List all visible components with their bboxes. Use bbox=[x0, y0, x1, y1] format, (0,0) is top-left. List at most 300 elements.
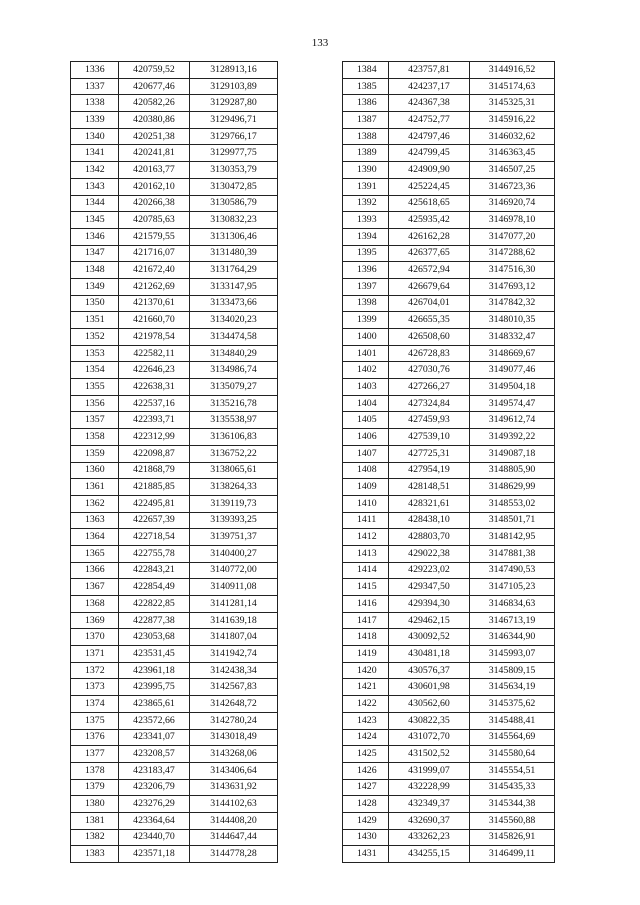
point-number-cell: 1389 bbox=[343, 145, 389, 162]
y-coordinate-cell: 3145325,31 bbox=[470, 95, 555, 112]
table-row bbox=[71, 379, 278, 396]
y-coordinate-cell: 3147881,38 bbox=[470, 545, 555, 562]
point-number-cell: 1390 bbox=[343, 162, 389, 179]
table-row bbox=[71, 829, 278, 846]
x-coordinate-cell: 428321,61 bbox=[389, 495, 470, 512]
table-row bbox=[343, 729, 555, 746]
point-number-cell: 1404 bbox=[343, 395, 389, 412]
x-coordinate-cell: 424367,38 bbox=[389, 95, 470, 112]
x-coordinate-cell: 422843,21 bbox=[119, 562, 190, 579]
point-number-cell: 1369 bbox=[71, 612, 119, 629]
point-number-cell: 1397 bbox=[343, 278, 389, 295]
point-number-cell: 1348 bbox=[71, 262, 119, 279]
point-number-cell: 1409 bbox=[343, 479, 389, 496]
y-coordinate-cell: 3144408,20 bbox=[190, 812, 278, 829]
point-number-cell: 1423 bbox=[343, 712, 389, 729]
y-coordinate-cell: 3130353,79 bbox=[190, 162, 278, 179]
table-row bbox=[71, 362, 278, 379]
table-row bbox=[343, 212, 555, 229]
y-coordinate-cell: 3131306,46 bbox=[190, 228, 278, 245]
table-row bbox=[71, 479, 278, 496]
table-row bbox=[343, 495, 555, 512]
x-coordinate-cell: 430576,37 bbox=[389, 662, 470, 679]
y-coordinate-cell: 3130832,23 bbox=[190, 212, 278, 229]
x-coordinate-cell: 429223,02 bbox=[389, 562, 470, 579]
point-number-cell: 1427 bbox=[343, 779, 389, 796]
x-coordinate-cell: 423364,64 bbox=[119, 812, 190, 829]
y-coordinate-cell: 3139751,37 bbox=[190, 529, 278, 546]
table-row bbox=[71, 529, 278, 546]
y-coordinate-cell: 3145174,63 bbox=[470, 78, 555, 95]
table-row bbox=[343, 162, 555, 179]
x-coordinate-cell: 426679,64 bbox=[389, 278, 470, 295]
x-coordinate-cell: 423572,66 bbox=[119, 712, 190, 729]
y-coordinate-cell: 3129103,89 bbox=[190, 78, 278, 95]
table-row bbox=[343, 479, 555, 496]
y-coordinate-cell: 3139393,25 bbox=[190, 512, 278, 529]
x-coordinate-cell: 423053,68 bbox=[119, 629, 190, 646]
point-number-cell: 1412 bbox=[343, 529, 389, 546]
table-row bbox=[71, 662, 278, 679]
x-coordinate-cell: 422718,54 bbox=[119, 529, 190, 546]
x-coordinate-cell: 426704,01 bbox=[389, 295, 470, 312]
y-coordinate-cell: 3148805,90 bbox=[470, 462, 555, 479]
x-coordinate-cell: 432349,37 bbox=[389, 796, 470, 813]
point-number-cell: 1421 bbox=[343, 679, 389, 696]
table-row bbox=[343, 362, 555, 379]
point-number-cell: 1341 bbox=[71, 145, 119, 162]
y-coordinate-cell: 3143406,64 bbox=[190, 762, 278, 779]
x-coordinate-cell: 426572,94 bbox=[389, 262, 470, 279]
table-row bbox=[343, 696, 555, 713]
x-coordinate-cell: 422312,99 bbox=[119, 429, 190, 446]
point-number-cell: 1380 bbox=[71, 796, 119, 813]
x-coordinate-cell: 423183,47 bbox=[119, 762, 190, 779]
x-coordinate-cell: 423276,29 bbox=[119, 796, 190, 813]
x-coordinate-cell: 427954,19 bbox=[389, 462, 470, 479]
y-coordinate-cell: 3130586,79 bbox=[190, 195, 278, 212]
point-number-cell: 1382 bbox=[71, 829, 119, 846]
y-coordinate-cell: 3133147,95 bbox=[190, 278, 278, 295]
point-number-cell: 1361 bbox=[71, 479, 119, 496]
table-row bbox=[71, 729, 278, 746]
y-coordinate-cell: 3141942,74 bbox=[190, 646, 278, 663]
x-coordinate-cell: 429022,38 bbox=[389, 545, 470, 562]
x-coordinate-cell: 420251,38 bbox=[119, 128, 190, 145]
x-coordinate-cell: 422877,38 bbox=[119, 612, 190, 629]
point-number-cell: 1345 bbox=[71, 212, 119, 229]
point-number-cell: 1416 bbox=[343, 596, 389, 613]
x-coordinate-cell: 426377,65 bbox=[389, 245, 470, 262]
y-coordinate-cell: 3142567,83 bbox=[190, 679, 278, 696]
point-number-cell: 1371 bbox=[71, 646, 119, 663]
y-coordinate-cell: 3147288,62 bbox=[470, 245, 555, 262]
point-number-cell: 1338 bbox=[71, 95, 119, 112]
x-coordinate-cell: 428438,10 bbox=[389, 512, 470, 529]
point-number-cell: 1398 bbox=[343, 295, 389, 312]
table-row bbox=[343, 78, 555, 95]
table-row bbox=[71, 312, 278, 329]
table-row bbox=[343, 762, 555, 779]
point-number-cell: 1392 bbox=[343, 195, 389, 212]
table-row bbox=[71, 395, 278, 412]
x-coordinate-cell: 420380,86 bbox=[119, 112, 190, 129]
point-number-cell: 1362 bbox=[71, 495, 119, 512]
point-number-cell: 1410 bbox=[343, 495, 389, 512]
point-number-cell: 1401 bbox=[343, 345, 389, 362]
point-number-cell: 1400 bbox=[343, 329, 389, 346]
x-coordinate-cell: 421716,07 bbox=[119, 245, 190, 262]
y-coordinate-cell: 3145580,64 bbox=[470, 746, 555, 763]
y-coordinate-cell: 3149077,46 bbox=[470, 362, 555, 379]
point-number-cell: 1395 bbox=[343, 245, 389, 262]
point-number-cell: 1355 bbox=[71, 379, 119, 396]
point-number-cell: 1367 bbox=[71, 579, 119, 596]
x-coordinate-cell: 431999,07 bbox=[389, 762, 470, 779]
point-number-cell: 1375 bbox=[71, 712, 119, 729]
y-coordinate-cell: 3145809,15 bbox=[470, 662, 555, 679]
x-coordinate-cell: 426655,35 bbox=[389, 312, 470, 329]
table-row bbox=[71, 629, 278, 646]
point-number-cell: 1374 bbox=[71, 696, 119, 713]
y-coordinate-cell: 3131480,39 bbox=[190, 245, 278, 262]
table-row bbox=[71, 646, 278, 663]
table-row bbox=[71, 545, 278, 562]
y-coordinate-cell: 3145560,88 bbox=[470, 812, 555, 829]
table-row bbox=[343, 529, 555, 546]
y-coordinate-cell: 3140911,08 bbox=[190, 579, 278, 596]
table-row bbox=[71, 212, 278, 229]
y-coordinate-cell: 3144778,28 bbox=[190, 846, 278, 863]
x-coordinate-cell: 430601,98 bbox=[389, 679, 470, 696]
point-number-cell: 1352 bbox=[71, 329, 119, 346]
x-coordinate-cell: 426728,83 bbox=[389, 345, 470, 362]
table-row bbox=[71, 445, 278, 462]
x-coordinate-cell: 431502,52 bbox=[389, 746, 470, 763]
point-number-cell: 1424 bbox=[343, 729, 389, 746]
table-row bbox=[343, 228, 555, 245]
x-coordinate-cell: 427030,76 bbox=[389, 362, 470, 379]
table-row bbox=[71, 812, 278, 829]
table-row bbox=[343, 846, 555, 863]
point-number-cell: 1386 bbox=[343, 95, 389, 112]
table-row bbox=[343, 295, 555, 312]
table-row bbox=[343, 746, 555, 763]
table-row bbox=[71, 512, 278, 529]
y-coordinate-cell: 3145634,19 bbox=[470, 679, 555, 696]
y-coordinate-cell: 3149574,47 bbox=[470, 395, 555, 412]
table-row bbox=[71, 162, 278, 179]
x-coordinate-cell: 432690,37 bbox=[389, 812, 470, 829]
y-coordinate-cell: 3148629,99 bbox=[470, 479, 555, 496]
table-row bbox=[71, 779, 278, 796]
y-coordinate-cell: 3143018,49 bbox=[190, 729, 278, 746]
x-coordinate-cell: 421579,55 bbox=[119, 228, 190, 245]
y-coordinate-cell: 3145916,22 bbox=[470, 112, 555, 129]
point-number-cell: 1383 bbox=[71, 846, 119, 863]
point-number-cell: 1422 bbox=[343, 696, 389, 713]
coordinates-table-right bbox=[342, 61, 555, 863]
y-coordinate-cell: 3129766,17 bbox=[190, 128, 278, 145]
x-coordinate-cell: 420162,10 bbox=[119, 178, 190, 195]
x-coordinate-cell: 430481,18 bbox=[389, 646, 470, 663]
y-coordinate-cell: 3142648,72 bbox=[190, 696, 278, 713]
y-coordinate-cell: 3147077,20 bbox=[470, 228, 555, 245]
table-row bbox=[71, 329, 278, 346]
y-coordinate-cell: 3139119,73 bbox=[190, 495, 278, 512]
y-coordinate-cell: 3149504,18 bbox=[470, 379, 555, 396]
x-coordinate-cell: 421262,69 bbox=[119, 278, 190, 295]
table-row bbox=[343, 312, 555, 329]
x-coordinate-cell: 421672,40 bbox=[119, 262, 190, 279]
table-row bbox=[343, 395, 555, 412]
y-coordinate-cell: 3136106,83 bbox=[190, 429, 278, 446]
point-number-cell: 1337 bbox=[71, 78, 119, 95]
x-coordinate-cell: 420582,26 bbox=[119, 95, 190, 112]
coordinates-table-left bbox=[70, 61, 278, 863]
point-number-cell: 1376 bbox=[71, 729, 119, 746]
y-coordinate-cell: 3148501,71 bbox=[470, 512, 555, 529]
table-row bbox=[71, 846, 278, 863]
table-row bbox=[343, 562, 555, 579]
table-row bbox=[343, 145, 555, 162]
x-coordinate-cell: 422657,39 bbox=[119, 512, 190, 529]
point-number-cell: 1428 bbox=[343, 796, 389, 813]
x-coordinate-cell: 422854,49 bbox=[119, 579, 190, 596]
y-coordinate-cell: 3131764,29 bbox=[190, 262, 278, 279]
point-number-cell: 1413 bbox=[343, 545, 389, 562]
x-coordinate-cell: 420241,81 bbox=[119, 145, 190, 162]
y-coordinate-cell: 3143631,92 bbox=[190, 779, 278, 796]
x-coordinate-cell: 420163,77 bbox=[119, 162, 190, 179]
table-row bbox=[71, 145, 278, 162]
x-coordinate-cell: 423208,57 bbox=[119, 746, 190, 763]
point-number-cell: 1396 bbox=[343, 262, 389, 279]
x-coordinate-cell: 421885,85 bbox=[119, 479, 190, 496]
point-number-cell: 1353 bbox=[71, 345, 119, 362]
table-row bbox=[343, 379, 555, 396]
x-coordinate-cell: 422098,87 bbox=[119, 445, 190, 462]
x-coordinate-cell: 426508,60 bbox=[389, 329, 470, 346]
point-number-cell: 1349 bbox=[71, 278, 119, 295]
table-row bbox=[343, 429, 555, 446]
x-coordinate-cell: 423865,61 bbox=[119, 696, 190, 713]
y-coordinate-cell: 3145488,41 bbox=[470, 712, 555, 729]
table-row bbox=[71, 95, 278, 112]
point-number-cell: 1430 bbox=[343, 829, 389, 846]
y-coordinate-cell: 3128913,16 bbox=[190, 62, 278, 79]
table-row bbox=[343, 596, 555, 613]
table-row bbox=[343, 412, 555, 429]
page-number: 133 bbox=[311, 37, 329, 49]
y-coordinate-cell: 3129287,80 bbox=[190, 95, 278, 112]
table-row bbox=[343, 95, 555, 112]
y-coordinate-cell: 3140772,00 bbox=[190, 562, 278, 579]
table-row bbox=[343, 662, 555, 679]
table-row bbox=[71, 412, 278, 429]
point-number-cell: 1408 bbox=[343, 462, 389, 479]
y-coordinate-cell: 3148142,95 bbox=[470, 529, 555, 546]
table-row bbox=[343, 178, 555, 195]
table-row bbox=[343, 796, 555, 813]
x-coordinate-cell: 432228,99 bbox=[389, 779, 470, 796]
y-coordinate-cell: 3134020,23 bbox=[190, 312, 278, 329]
x-coordinate-cell: 423341,07 bbox=[119, 729, 190, 746]
table-row bbox=[343, 278, 555, 295]
table-row bbox=[343, 62, 555, 79]
y-coordinate-cell: 3130472,85 bbox=[190, 178, 278, 195]
table-row bbox=[71, 762, 278, 779]
point-number-cell: 1354 bbox=[71, 362, 119, 379]
point-number-cell: 1357 bbox=[71, 412, 119, 429]
y-coordinate-cell: 3144916,52 bbox=[470, 62, 555, 79]
point-number-cell: 1384 bbox=[343, 62, 389, 79]
x-coordinate-cell: 430092,52 bbox=[389, 629, 470, 646]
table-row bbox=[71, 679, 278, 696]
y-coordinate-cell: 3134986,74 bbox=[190, 362, 278, 379]
point-number-cell: 1406 bbox=[343, 429, 389, 446]
y-coordinate-cell: 3135216,78 bbox=[190, 395, 278, 412]
point-number-cell: 1360 bbox=[71, 462, 119, 479]
x-coordinate-cell: 421370,61 bbox=[119, 295, 190, 312]
table-row bbox=[71, 278, 278, 295]
y-coordinate-cell: 3135079,27 bbox=[190, 379, 278, 396]
point-number-cell: 1372 bbox=[71, 662, 119, 679]
x-coordinate-cell: 425935,42 bbox=[389, 212, 470, 229]
point-number-cell: 1378 bbox=[71, 762, 119, 779]
point-number-cell: 1344 bbox=[71, 195, 119, 212]
table-row bbox=[71, 796, 278, 813]
point-number-cell: 1420 bbox=[343, 662, 389, 679]
x-coordinate-cell: 429462,15 bbox=[389, 612, 470, 629]
x-coordinate-cell: 422638,31 bbox=[119, 379, 190, 396]
point-number-cell: 1356 bbox=[71, 395, 119, 412]
table-row bbox=[71, 78, 278, 95]
y-coordinate-cell: 3143268,06 bbox=[190, 746, 278, 763]
table-row bbox=[343, 545, 555, 562]
y-coordinate-cell: 3146507,25 bbox=[470, 162, 555, 179]
x-coordinate-cell: 421868,79 bbox=[119, 462, 190, 479]
point-number-cell: 1346 bbox=[71, 228, 119, 245]
x-coordinate-cell: 425224,45 bbox=[389, 178, 470, 195]
y-coordinate-cell: 3148553,02 bbox=[470, 495, 555, 512]
point-number-cell: 1368 bbox=[71, 596, 119, 613]
x-coordinate-cell: 429347,50 bbox=[389, 579, 470, 596]
x-coordinate-cell: 422646,23 bbox=[119, 362, 190, 379]
table-row bbox=[343, 679, 555, 696]
x-coordinate-cell: 422393,71 bbox=[119, 412, 190, 429]
table-row bbox=[71, 345, 278, 362]
x-coordinate-cell: 420759,52 bbox=[119, 62, 190, 79]
table-row bbox=[71, 195, 278, 212]
x-coordinate-cell: 424237,17 bbox=[389, 78, 470, 95]
y-coordinate-cell: 3141807,04 bbox=[190, 629, 278, 646]
point-number-cell: 1347 bbox=[71, 245, 119, 262]
x-coordinate-cell: 423757,81 bbox=[389, 62, 470, 79]
point-number-cell: 1359 bbox=[71, 445, 119, 462]
x-coordinate-cell: 423995,75 bbox=[119, 679, 190, 696]
point-number-cell: 1343 bbox=[71, 178, 119, 195]
point-number-cell: 1425 bbox=[343, 746, 389, 763]
y-coordinate-cell: 3146499,11 bbox=[470, 846, 555, 863]
point-number-cell: 1340 bbox=[71, 128, 119, 145]
table-row bbox=[71, 712, 278, 729]
x-coordinate-cell: 423206,79 bbox=[119, 779, 190, 796]
y-coordinate-cell: 3145993,07 bbox=[470, 646, 555, 663]
y-coordinate-cell: 3149612,74 bbox=[470, 412, 555, 429]
x-coordinate-cell: 422755,78 bbox=[119, 545, 190, 562]
y-coordinate-cell: 3145344,38 bbox=[470, 796, 555, 813]
table-row bbox=[343, 512, 555, 529]
table-row bbox=[343, 329, 555, 346]
point-number-cell: 1402 bbox=[343, 362, 389, 379]
y-coordinate-cell: 3142780,24 bbox=[190, 712, 278, 729]
table-row bbox=[71, 429, 278, 446]
table-row bbox=[71, 128, 278, 145]
x-coordinate-cell: 427266,27 bbox=[389, 379, 470, 396]
y-coordinate-cell: 3136752,22 bbox=[190, 445, 278, 462]
y-coordinate-cell: 3146713,19 bbox=[470, 612, 555, 629]
x-coordinate-cell: 420785,63 bbox=[119, 212, 190, 229]
point-number-cell: 1405 bbox=[343, 412, 389, 429]
y-coordinate-cell: 3141281,14 bbox=[190, 596, 278, 613]
x-coordinate-cell: 427459,93 bbox=[389, 412, 470, 429]
y-coordinate-cell: 3149087,18 bbox=[470, 445, 555, 462]
table-row bbox=[71, 696, 278, 713]
point-number-cell: 1385 bbox=[343, 78, 389, 95]
x-coordinate-cell: 429394,30 bbox=[389, 596, 470, 613]
table-row bbox=[343, 579, 555, 596]
table-row bbox=[71, 746, 278, 763]
x-coordinate-cell: 427539,10 bbox=[389, 429, 470, 446]
x-coordinate-cell: 424799,45 bbox=[389, 145, 470, 162]
y-coordinate-cell: 3147490,53 bbox=[470, 562, 555, 579]
table-row bbox=[343, 712, 555, 729]
point-number-cell: 1379 bbox=[71, 779, 119, 796]
x-coordinate-cell: 423440,70 bbox=[119, 829, 190, 846]
point-number-cell: 1393 bbox=[343, 212, 389, 229]
point-number-cell: 1407 bbox=[343, 445, 389, 462]
x-coordinate-cell: 428148,51 bbox=[389, 479, 470, 496]
y-coordinate-cell: 3129977,75 bbox=[190, 145, 278, 162]
x-coordinate-cell: 430562,60 bbox=[389, 696, 470, 713]
table-row bbox=[71, 262, 278, 279]
x-coordinate-cell: 426162,28 bbox=[389, 228, 470, 245]
point-number-cell: 1351 bbox=[71, 312, 119, 329]
table-row bbox=[71, 462, 278, 479]
x-coordinate-cell: 421978,54 bbox=[119, 329, 190, 346]
point-number-cell: 1381 bbox=[71, 812, 119, 829]
x-coordinate-cell: 423531,45 bbox=[119, 646, 190, 663]
y-coordinate-cell: 3141639,18 bbox=[190, 612, 278, 629]
y-coordinate-cell: 3142438,34 bbox=[190, 662, 278, 679]
point-number-cell: 1417 bbox=[343, 612, 389, 629]
y-coordinate-cell: 3146920,74 bbox=[470, 195, 555, 212]
x-coordinate-cell: 433262,23 bbox=[389, 829, 470, 846]
point-number-cell: 1358 bbox=[71, 429, 119, 446]
x-coordinate-cell: 428803,70 bbox=[389, 529, 470, 546]
table-row bbox=[71, 562, 278, 579]
y-coordinate-cell: 3134474,58 bbox=[190, 329, 278, 346]
y-coordinate-cell: 3147842,32 bbox=[470, 295, 555, 312]
x-coordinate-cell: 424909,90 bbox=[389, 162, 470, 179]
y-coordinate-cell: 3146344,90 bbox=[470, 629, 555, 646]
x-coordinate-cell: 422582,11 bbox=[119, 345, 190, 362]
table-row bbox=[343, 195, 555, 212]
table-row bbox=[343, 812, 555, 829]
point-number-cell: 1387 bbox=[343, 112, 389, 129]
table-row bbox=[343, 646, 555, 663]
